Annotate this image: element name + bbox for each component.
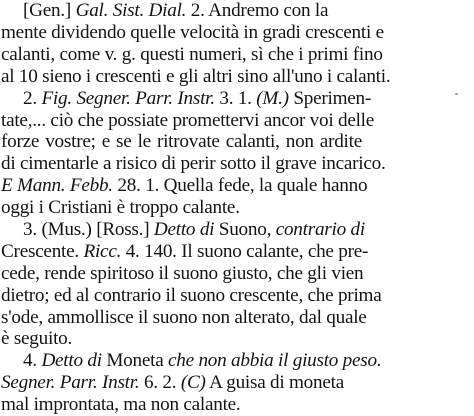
definition: che non abbia il giusto peso. (168, 350, 382, 372)
definition: Detto di (41, 350, 102, 372)
citation-number: 3. 1. (219, 87, 252, 109)
citation: Ricc. (83, 240, 122, 262)
body-text: Quella fede, la quale hanno (163, 175, 368, 197)
sense2-line1 (23, 88, 371, 110)
sense4-line3: mal improntata, ma non calante. (1, 394, 241, 416)
definition-term: Crescente. (1, 240, 79, 262)
sense3-line2 (1, 241, 368, 263)
body-text: Sperimen- (293, 87, 372, 109)
definition-term: Suono, (218, 218, 272, 240)
citation-number: 2. (190, 0, 205, 21)
citation: Segner. Parr. Instr. (76, 87, 215, 109)
sense2-line4: di cimentarle a risico di perir sotto il grave incarico. (1, 153, 386, 175)
sense4-line1 (23, 350, 381, 372)
definition-term: Moneta (106, 350, 164, 372)
sense3-line5: s'ode, ammollisce il suono non alterato, dal quale (1, 306, 367, 328)
definition: contrario di (275, 218, 365, 240)
sense1-line3: calanti, come v. g. questi numeri, sì che i primi fino (1, 43, 383, 65)
citation: E Mann. Febb. (1, 175, 113, 197)
sense3-line3: cede, rende spiritoso il suono giusto, che gli vien (1, 262, 364, 284)
sense3-line4: dietro; ed al contrario il suono crescente, che prima (1, 284, 382, 306)
sense1-line2: mente dividendo quelle velocità in gradi crescenti e (1, 21, 384, 43)
sense4-line2 (1, 372, 344, 394)
citation-number: 6. 2. (143, 372, 177, 394)
citation: Segner. Parr. Instr. (1, 372, 140, 394)
body-text: Il suono calante, che pre- (181, 240, 369, 262)
definition: Detto di (153, 218, 215, 240)
field-tag: (Mus.) (41, 218, 92, 240)
source-tag: [Gen.] (23, 0, 72, 21)
citation: Gal. Sist. Dial. (75, 0, 187, 21)
sense2-line2: tate,... ciò che possiate promettervi ancor voi delle (1, 109, 375, 131)
sense3-line1 (23, 219, 365, 241)
sense-label: Fig. (41, 87, 72, 109)
tag: (C) (180, 372, 206, 394)
sense2-line3: forze vostre; e se le ritrovate calanti, non ardite (1, 131, 362, 153)
tag: (M.) (256, 87, 289, 109)
sense3-line6: è seguito. (1, 328, 73, 350)
body-text: Andremo con la (208, 0, 329, 21)
citation-number: 4. 140. (125, 240, 177, 262)
scan-speck (455, 93, 458, 95)
sense2-line6: oggi i Cristiani è troppo calante. (1, 197, 240, 219)
sense-number: 3. (23, 218, 37, 240)
body-text: A guisa di moneta (209, 372, 344, 394)
sense-number: 2. (23, 87, 37, 109)
sense1-line4: al 10 sieno i crescenti e gli altri sino all'uno i calanti. (1, 65, 391, 87)
source-tag: [Ross.] (96, 218, 150, 240)
sense2-line5 (1, 175, 367, 197)
sense-number: 4. (23, 350, 37, 372)
sense1-line1 (23, 0, 328, 22)
citation-number: 28. 1. (117, 175, 160, 197)
